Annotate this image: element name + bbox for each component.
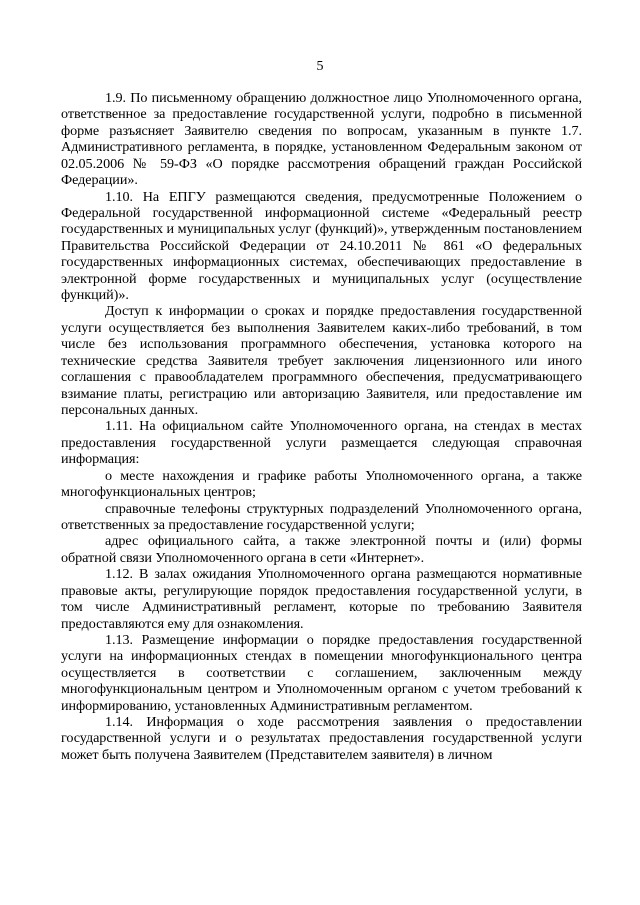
paragraph-location-schedule: о месте нахождения и графике работы Уполномоченного органа, а также многофункциональных центров; xyxy=(61,467,582,501)
paragraph-1-11: 1.11. На официальном сайте Уполномоченного органа, на стендах в местах предоставления государственной услуги размещается следующая справочная информация: xyxy=(61,418,582,468)
paragraph-1-13: 1.13. Размещение информации о порядке предоставления государственной услуги на информационных стендах в помещении многофункционального центра осуществляется в соответствии с соглашением, заключенным между многофункциональным центром и Уполномоченным органом с учетом требований к информированию, установленных Административным регламентом. xyxy=(61,631,582,714)
document-body xyxy=(61,90,582,763)
paragraph-1-12: 1.12. В залах ожидания Уполномоченного органа размещаются нормативные правовые акты, регулирующие порядок предоставления государственной услуги, в том числе Административный регламент, которые по требованию Заявителя предоставляются ему для ознакомления. xyxy=(61,566,582,632)
paragraph-1-10: 1.10. На ЕПГУ размещаются сведения, предусмотренные Положением о Федеральной государственной информационной системе «Федеральный реестр государственных и муниципальных услуг (функций)», утвержденным постановлением Правительства Российской Федерации от 24.10.2011 № 861 «О федеральных государственных информационных системах, обеспечивающих предоставление в электронной форме государственных и муниципальных услуг (осуществление функций)». xyxy=(61,188,582,304)
paragraph-1-9: 1.9. По письменному обращению должностное лицо Уполномоченного органа, ответственное за предоставление государственной услуги, подробно в письменной форме разъясняет Заявителю сведения по вопросам, указанным в пункте 1.7. Административного регламента, в порядке, установленном Федеральным законом от 02.05.2006 № 59-ФЗ «О порядке рассмотрения обращений граждан Российской Федерации». xyxy=(61,90,582,189)
page-number: 5 xyxy=(316,59,324,74)
paragraph-website-email: адрес официального сайта, а также электронной почты и (или) формы обратной связи Уполномоченного органа в сети «Интернет». xyxy=(61,533,582,566)
paragraph-access-info: Доступ к информации о сроках и порядке предоставления государственной услуги осуществляется без выполнения Заявителем каких-либо требований, в том числе без использования программного обеспечения, установка которого на технические средства Заявителя требует заключения лицензионного или иного соглашения с правообладателем программного обеспечения, предусматривающего взимание платы, регистрацию или авторизацию Заявителя, или предоставление им персональных данных. xyxy=(61,303,582,419)
paragraph-1-14: 1.14. Информация о ходе рассмотрения заявления о предоставлении государственной услуги и о результатах предоставления государственной услуги может быть получена Заявителем (Представителем заявителя) в личном xyxy=(61,714,582,763)
paragraph-phones: справочные телефоны структурных подразделений Уполномоченного органа, ответственных за предоставление государственной услуги; xyxy=(61,500,582,533)
